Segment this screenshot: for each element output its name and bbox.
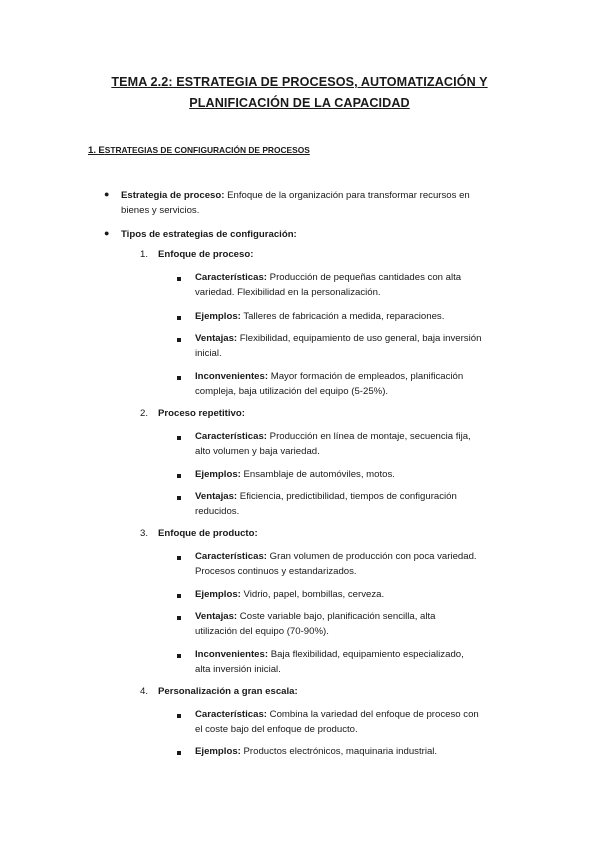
type-name: Enfoque de proceso: [158,249,254,260]
item-label: Ejemplos: [195,469,241,480]
item-text-cont: reducidos. [195,506,240,517]
list-item [195,331,525,361]
title-line-1: TEMA 2.2: ESTRATEGIA DE PROCESOS, AUTOMATIZACIÓN Y [111,75,488,89]
item-text: Ensamblaje de automóviles, motos. [240,469,395,480]
item-label: Inconvenientes: [195,371,269,382]
item-text: Productos electrónicos, maquinaria industrial. [240,746,438,757]
list-item [195,489,525,519]
type-enfoque-de-producto [158,526,258,541]
item-text: Gran volumen de producción con poca variedad. [267,551,477,562]
square-bullet-icon [177,714,181,718]
item-text-cont: alto volumen y baja variedad. [195,446,320,457]
item-label: Ejemplos: [195,589,241,600]
list-item [195,587,525,602]
item-text: Talleres de fabricación a medida, reparaciones. [240,311,445,322]
item-text: Baja flexibilidad, equipamiento especializado, [268,649,464,660]
square-bullet-icon [177,474,181,478]
document-title [60,72,539,114]
square-bullet-icon [177,436,181,440]
list-item [195,647,525,677]
section-heading-rest: STRATEGIAS DE CONFIGURACIÓN DE PROCESOS [104,145,310,155]
bullet-icon: ● [104,189,110,199]
list-item [195,309,525,324]
item-label: Características: [195,431,267,442]
list-number: 2. [140,408,149,419]
bullet-text-cont: bienes y servicios. [121,205,200,216]
square-bullet-icon [177,751,181,755]
section-heading [88,145,310,156]
list-item [195,744,525,759]
type-personalizacion-a-gran-escala [158,684,298,699]
list-item [195,707,525,737]
list-number: 1. [140,249,149,260]
square-bullet-icon [177,376,181,380]
list-item [195,609,525,639]
item-text: Mayor formación de empleados, planificación [268,371,464,382]
square-bullet-icon [177,654,181,658]
bullet-tipos-de-estrategias [121,227,297,242]
type-name: Personalización a gran escala: [158,686,298,697]
section-first-letter: E [98,145,105,156]
square-bullet-icon [177,556,181,560]
square-bullet-icon [177,496,181,500]
square-bullet-icon [177,338,181,342]
item-text: Coste variable bajo, planificación sencilla, alta [237,611,436,622]
item-text: Flexibilidad, equipamiento de uso general, baja inversión [237,333,482,344]
type-name: Enfoque de producto: [158,528,258,539]
item-text: Vidrio, papel, bombillas, cerveza. [240,589,385,600]
list-item [195,549,525,579]
item-text-cont: Procesos continuos y estandarizados. [195,566,357,577]
item-text: Producción de pequeñas cantidades con alta [267,272,462,283]
item-label: Características: [195,551,267,562]
section-number: 1. [88,145,97,156]
item-text: Producción en línea de montaje, secuencia fija, [267,431,471,442]
square-bullet-icon [177,316,181,320]
list-item [195,467,525,482]
square-bullet-icon [177,277,181,281]
list-item [195,270,525,300]
item-text: Combina la variedad del enfoque de proceso con [267,709,479,720]
item-label: Características: [195,272,267,283]
item-label: Ejemplos: [195,746,241,757]
bullet-estrategia-de-proceso [121,188,521,218]
type-proceso-repetitivo [158,406,245,421]
item-label: Ventajas: [195,611,238,622]
list-item [195,429,525,459]
item-label: Ventajas: [195,491,238,502]
item-text: Eficiencia, predictibilidad, tiempos de configuración [237,491,457,502]
bullet-label: Estrategia de proceso: [121,190,225,201]
item-text-cont: utilización del equipo (70-90%). [195,626,329,637]
bullet-icon: ● [104,228,110,238]
item-label: Inconvenientes: [195,649,269,660]
list-item [195,369,525,399]
item-text-cont: inicial. [195,348,222,359]
item-text-cont: el coste bajo del enfoque de producto. [195,724,358,735]
type-enfoque-de-proceso [158,247,253,262]
item-label: Ventajas: [195,333,238,344]
item-text-cont: alta inversión inicial. [195,664,281,675]
bullet-text: Enfoque de la organización para transformar recursos en [224,190,470,201]
item-text-cont: compleja, baja utilización del equipo (5-25%). [195,386,389,397]
bullet-label: Tipos de estrategias de configuración: [121,229,297,240]
item-text-cont: variedad. Flexibilidad en la personalización. [195,287,381,298]
item-label: Características: [195,709,267,720]
square-bullet-icon [177,594,181,598]
type-name: Proceso repetitivo: [158,408,245,419]
list-number: 4. [140,686,149,697]
square-bullet-icon [177,616,181,620]
title-line-2: PLANIFICACIÓN DE LA CAPACIDAD [189,96,410,110]
item-label: Ejemplos: [195,311,241,322]
list-number: 3. [140,528,149,539]
